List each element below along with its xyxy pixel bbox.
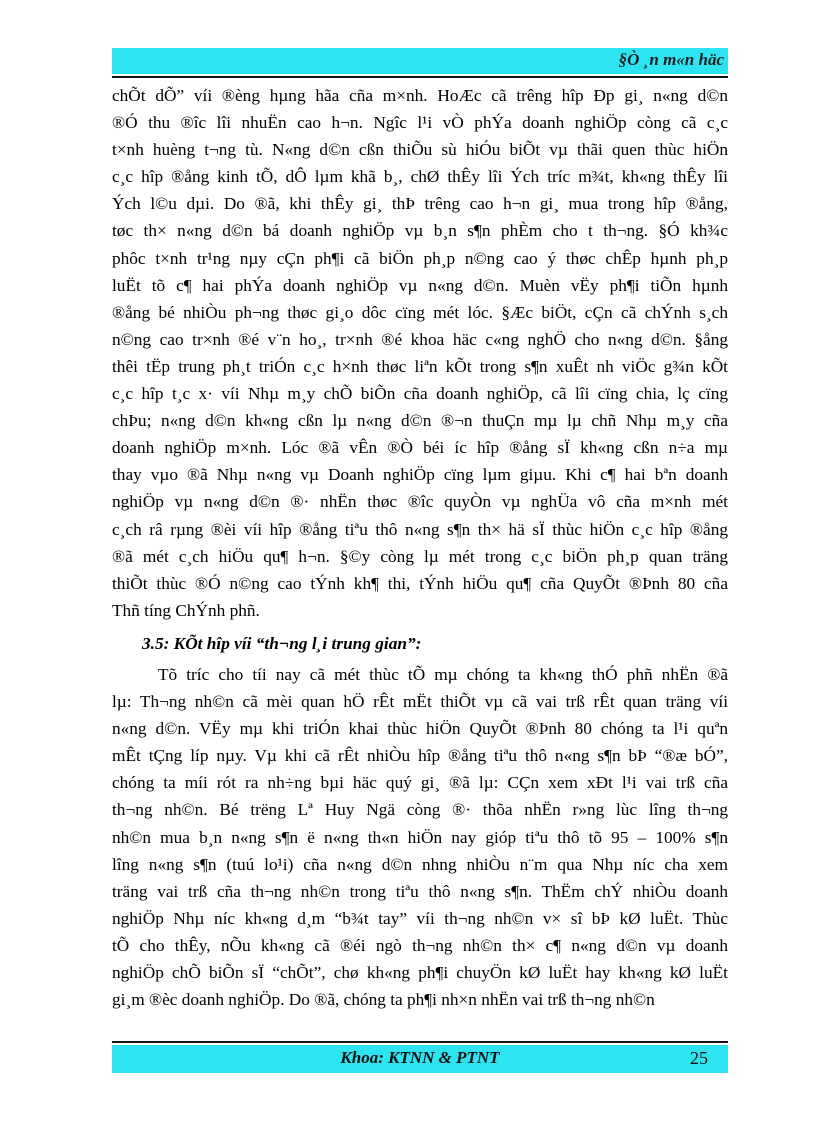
- text-line: n©ng cao tr×nh ®é v¨n ho¸, tr×nh ®é khoa häc c«ng nghÖ cho n«ng d©n. §ång: [112, 329, 728, 349]
- paragraph-1: [112, 82, 728, 624]
- text-line: c¸c hîp ®ång kinh tÕ, dÔ lµm khã b¸, chØ thÊy lîi Ých tríc m¾t, kh«ng thÊy lîi: [112, 167, 728, 187]
- text-line: nghiÖp chÕ biÕn sÏ “chÕt”, chø kh«ng ph¶i chuyÖn kØ luËt hay kh«ng kØ luËt: [112, 963, 728, 982]
- text-line: ®ã mét c¸ch hiÖu qu¶ h¬n. §©y còng lµ mét trong c¸c biÖn ph¸p quan träng: [112, 546, 728, 566]
- text-line: thiÕt thùc ®Ó n©ng cao tÝnh kh¶ thi, tÝnh hiÖu qu¶ cña QuyÕt ®Þnh 80 cña: [112, 573, 728, 593]
- text-line: t×nh huèng t¬ng tù. N«ng d©n cßn thiÕu sù hiÓu biÕt vµ thãi quen thùc hiÖn: [112, 140, 728, 160]
- text-line: ®Ó thu ®îc lîi nhuËn cao h¬n. Ngîc l¹i vÒ phÝa doanh nghiÖp còng cã c¸c: [112, 113, 728, 133]
- text-line: thêi tËp trung ph¸t triÓn c¸c h×nh thøc liªn kÕt trong s¶n xuÊt nh viÖc g¾n kÕt: [112, 356, 728, 376]
- page-number: 25: [690, 1048, 708, 1068]
- text-line: mÊt tÇng líp nµy. Vµ khi cã rÊt nhiÒu hîp ®ång tiªu thô n«ng s¶n bÞ “®æ bÓ”,: [112, 746, 728, 766]
- footer-rule: [112, 1041, 728, 1043]
- paragraph-2: [112, 661, 728, 1013]
- text-line: chóng ta míi rót ra nh÷ng bµi häc quý gi¸ ®ã lµ: CÇn xem xÐt l¹i vai trß cña: [112, 773, 728, 793]
- text-line: nh©n mua b¸n n«ng s¶n ë n«ng th«n hiÖn nay gióp tiªu thô tõ 95 – 100% s¶n: [112, 827, 728, 847]
- text-line: thay vµo ®ã Nhµ n«ng vµ Doanh nghiÖp cïng lµm giµu. Khi c¶ hai bªn doanh: [112, 465, 728, 485]
- text-line: doanh nghiÖp m×nh. Lóc ®ã vÊn ®Ò béi íc hîp ®ång sÏ kh«ng cßn n÷a mµ: [112, 438, 728, 458]
- text-line: tÕ cho thÊy, nÕu kh«ng cã ®éi ngò th¬ng nh©n th× c¶ n«ng d©n vµ doanh: [112, 935, 728, 955]
- header-rule: [112, 76, 728, 78]
- text-line: nghiÖp Nhµ níc kh«ng d¸m “b¾t tay” víi th¬ng nh©n v× sî bÞ kØ luËt. Thùc: [112, 908, 728, 928]
- text-line: lîng n«ng s¶n (tuú lo¹i) cña n«ng d©n nhng nhiÒu n¨m qua Nhµ níc cha xem: [112, 854, 728, 874]
- text-line: chÞu; n«ng d©n kh«ng cßn lµ n«ng d©n ®¬n thuÇn mµ lµ chñ Nhµ m¸y cña: [112, 411, 728, 431]
- text-line: luËt tõ c¶ hai phÝa doanh nghiÖp vµ n«ng d©n. Muèn vËy ph¶i tiÕn hµnh: [112, 275, 728, 295]
- text-line: n«ng d©n. VËy mµ khi triÓn khai thùc hiÖn QuyÕt ®Þnh 80 chóng ta l¹i quªn: [112, 719, 728, 739]
- text-line: th¬ng nh©n. Bé trëng Lª Huy Ngä còng ®· thõa nhËn r»ng lùc lîng th¬ng: [112, 800, 728, 820]
- text-line: tøc th× n«ng d©n bá doanh nghiÖp vµ b¸n s¶n phÈm cho t th¬ng. §Ó kh¾c: [112, 221, 728, 241]
- text-line: c¸ch râ rµng ®èi víi hîp ®ång tiªu thô n«ng s¶n th× hä sÏ thùc hiÖn c¸c hîp ®ång: [112, 519, 728, 539]
- document-body: [112, 82, 728, 1013]
- text-line: chÕt dÕ” víi ®èng hµng hãa cña m×nh. HoÆc cã trêng hîp Ðp gi¸ n«ng d©n: [112, 86, 728, 105]
- text-line: gi¸m ®èc doanh nghiÖp. Do ®ã, chóng ta ph¶i nh×n nhËn vai trß th¬ng nh©n: [112, 990, 655, 1010]
- text-line: Ých l©u dµi. Do ®ã, khi thÊy gi¸ thÞ trêng cao h¬n gi¸ mua trong hîp ®ång,: [112, 194, 728, 214]
- header-bar: [112, 48, 728, 74]
- text-line: nghiÖp vµ n«ng d©n ®· nhËn thøc ®îc quyÒn vµ nghÜa vô cña m×nh mét: [112, 492, 728, 512]
- text-line: Tõ tríc cho tíi nay cã mét thùc tÕ mµ chóng ta kh«ng thÓ phñ nhËn ®ã: [158, 664, 728, 684]
- text-line: träng vai trß cña th¬ng nh©n trong tiªu thô n«ng s¶n. ThËm chÝ nhiÒu doanh: [112, 881, 728, 901]
- text-line: lµ: Th¬ng nh©n cã mèi quan hÖ rÊt mËt thiÕt vµ cã vai trß rÊt quan träng víi: [112, 692, 728, 712]
- footer-bar: [112, 1045, 728, 1073]
- header-title: §Ò ¸n m«n häc: [618, 50, 724, 69]
- text-line: ®ång bé nhiÒu ph¬ng thøc gi¸o dôc cïng mét lóc. §Æc biÖt, cÇn cã chÝnh s¸ch: [112, 302, 728, 322]
- section-heading: 3.5: KÕt hîp víi “th¬ng l¸i trung gian”:: [142, 633, 422, 653]
- text-line: phôc t×nh tr¹ng nµy cÇn ph¶i cã biÖn ph¸p n©ng cao ý thøc chÊp hµnh ph¸p: [112, 248, 728, 268]
- text-line: Thñ tíng ChÝnh phñ.: [112, 600, 260, 620]
- text-line: c¸c hîp t¸c x· víi Nhµ m¸y chÕ biÕn cña doanh nghiÖp, cã lîi cïng chia, lç cïng: [112, 384, 728, 404]
- footer-title: Khoa: KTNN & PTNT: [340, 1048, 500, 1067]
